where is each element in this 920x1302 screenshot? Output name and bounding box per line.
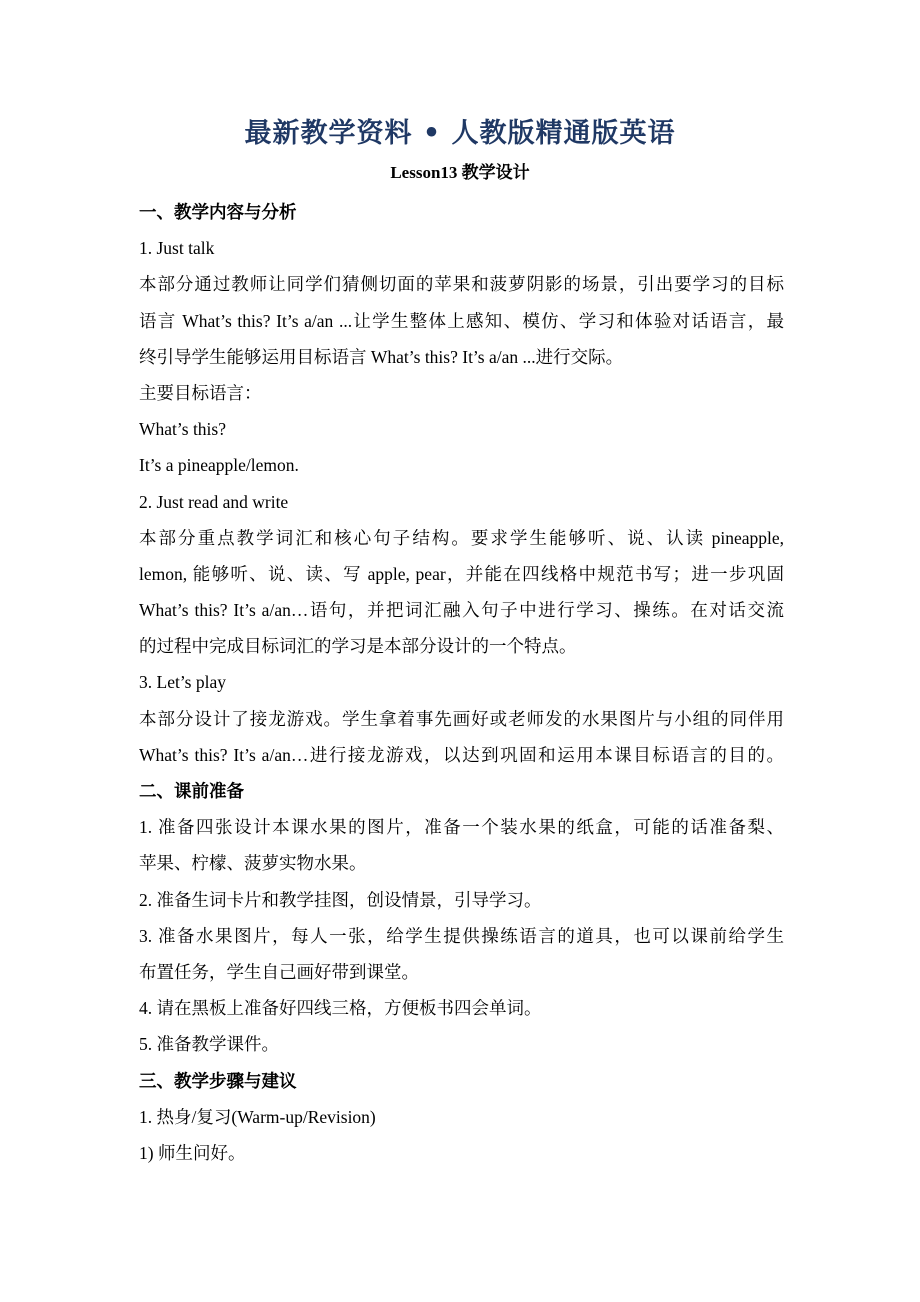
body-line: What’s this? (139, 419, 226, 440)
body-line: 本部分通过教师让同学们猜侧切面的苹果和菠萝阴影的场景，引出要学习的目标 (139, 274, 784, 295)
body-line: 本部分重点教学词汇和核心句子结构。要求学生能够听、说、认读 pineapple, (139, 527, 784, 548)
body-line: 1. Just talk (139, 238, 215, 259)
section-heading: 三、教学步骤与建议 (139, 1070, 297, 1091)
body-line: It’s a pineapple/lemon. (139, 455, 299, 476)
body-line: 主要目标语言： (139, 382, 262, 403)
body-line: 3. 准备水果图片，每人一张，给学生提供操练语言的道具，也可以课前给学生 (139, 925, 784, 946)
body-line: 2. Just read and write (139, 491, 289, 512)
body-line: 1. 准备四张设计本课水果的图片，准备一个装水果的纸盒，可能的话准备梨、 (139, 817, 784, 838)
document-body (139, 194, 784, 1171)
body-line: What’s this? It’s a/an…进行接龙游戏，以达到巩固和运用本课目标语言的目的。 (139, 744, 784, 765)
body-line: 终引导学生能够运用目标语言 What’s this? It’s a/an ...进行交际。 (139, 346, 624, 367)
body-line: 的过程中完成目标词汇的学习是本部分设计的一个特点。 (139, 636, 577, 657)
body-line: 语言 What’s this? It’s a/an ...让学生整体上感知、模仿、学习和体验对话语言，最 (139, 310, 784, 331)
banner-title: 最新教学资料 • 人教版精通版英语 (244, 118, 676, 149)
lesson-title: Lesson13 教学设计 (390, 163, 530, 182)
body-line: 4. 请在黑板上准备好四线三格，方便板书四会单词。 (139, 998, 542, 1019)
body-line: What’s this? It’s a/an…语句，并把词汇融入句子中进行学习、操练。在对话交流 (139, 600, 784, 621)
body-line: lemon, 能够听、说、读、写 apple, pear，并能在四线格中规范书写；进一步巩固 (139, 563, 784, 584)
body-line: 1) 师生问好。 (139, 1142, 246, 1163)
body-line: 苹果、柠檬、菠萝实物水果。 (139, 853, 367, 874)
body-line: 3. Let’s play (139, 672, 226, 693)
body-line: 本部分设计了接龙游戏。学生拿着事先画好或老师发的水果图片与小组的同伴用 (139, 708, 784, 729)
body-line: 布置任务，学生自己画好带到课堂。 (139, 961, 419, 982)
body-line: 2. 准备生词卡片和教学挂图，创设情景，引导学习。 (139, 889, 542, 910)
section-heading: 一、教学内容与分析 (139, 202, 297, 222)
body-line: 5. 准备教学课件。 (139, 1034, 279, 1055)
body-line: 1. 热身/复习(Warm-up/Revision) (139, 1106, 376, 1127)
section-heading: 二、课前准备 (139, 781, 244, 801)
